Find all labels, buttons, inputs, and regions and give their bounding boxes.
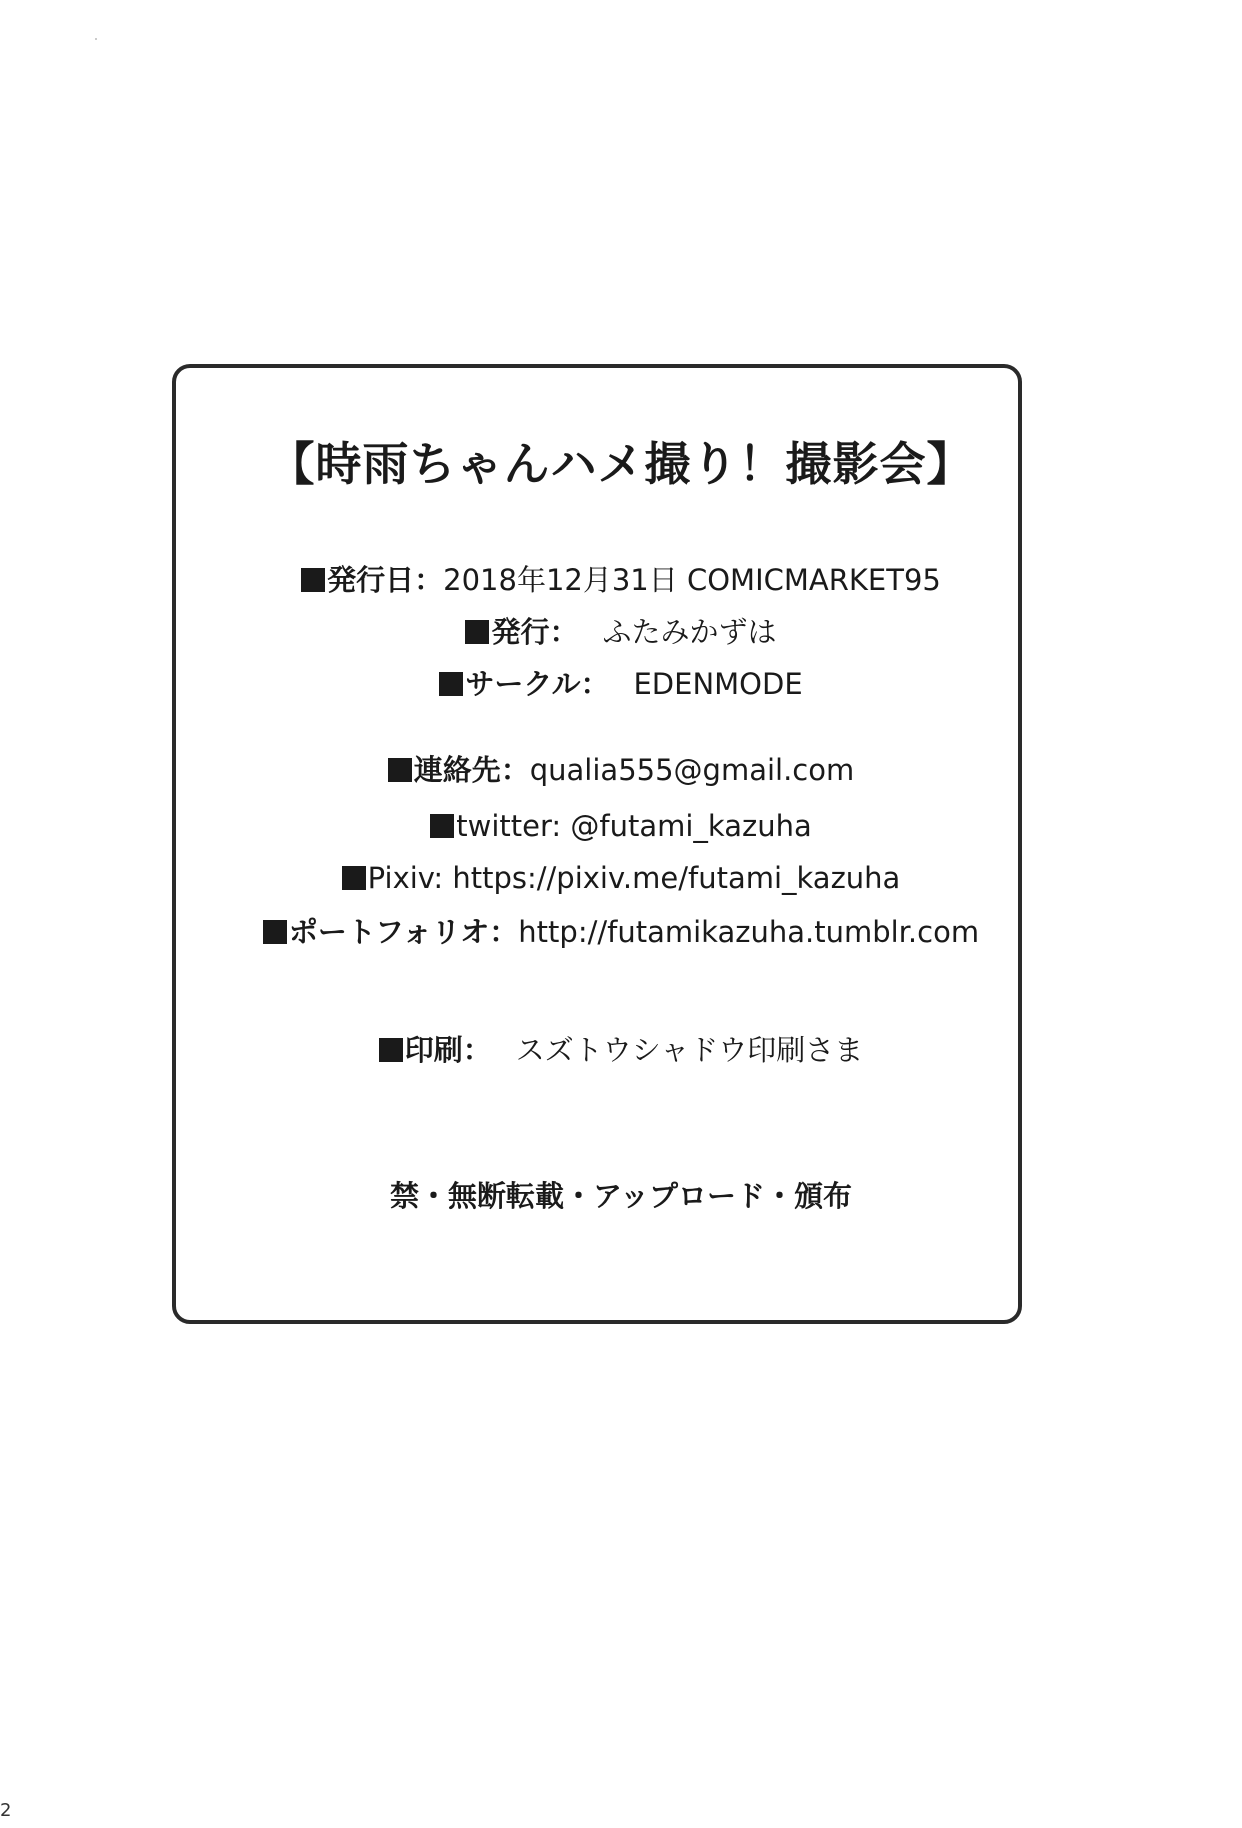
twitter-line xyxy=(0,806,1242,846)
publish-date-value: 2018年12月31日 COMICMARKET95 xyxy=(443,563,941,597)
publish-date-line xyxy=(0,560,1242,600)
portfolio-link[interactable]: http://futamikazuha.tumblr.com xyxy=(518,915,980,949)
printing-value: スズトウシャドウ印刷さま xyxy=(515,1033,864,1067)
circle-label: サークル： xyxy=(465,667,610,701)
circle-line xyxy=(0,664,1242,704)
square-bullet-icon xyxy=(388,758,412,782)
printing-label: 印刷： xyxy=(404,1033,492,1067)
square-bullet-icon xyxy=(379,1038,403,1062)
square-bullet-icon xyxy=(301,568,325,592)
circle-value: EDENMODE xyxy=(633,667,803,701)
contact-line xyxy=(0,750,1242,790)
publisher-label: 発行： xyxy=(491,615,579,649)
pixiv-link[interactable]: https://pixiv.me/futami_kazuha xyxy=(452,861,901,895)
square-bullet-icon xyxy=(439,672,463,696)
contact-email[interactable]: qualia555@gmail.com xyxy=(529,753,855,787)
square-bullet-icon xyxy=(263,920,287,944)
portfolio-label: ポートフォリオ： xyxy=(288,915,519,949)
pixiv-label: Pixiv: xyxy=(367,861,453,895)
book-title: 【時雨ちゃんハメ撮り！撮影会】 xyxy=(268,437,974,491)
publish-date-label: 発行日： xyxy=(327,563,444,597)
reproduction-notice: 禁・無断転載・アップロード・頒布 xyxy=(390,1179,852,1213)
portfolio-line xyxy=(0,912,1242,952)
square-bullet-icon xyxy=(342,866,366,890)
publisher-line xyxy=(0,612,1242,652)
twitter-handle[interactable]: @futami_kazuha xyxy=(570,809,812,843)
square-bullet-icon xyxy=(430,814,454,838)
square-bullet-icon xyxy=(465,620,489,644)
scan-speck xyxy=(95,38,97,40)
printing-line xyxy=(0,1030,1242,1070)
page-number: 2 xyxy=(0,1800,12,1821)
publisher-value: ふたみかずは xyxy=(602,615,777,649)
twitter-label: twitter: xyxy=(456,809,571,843)
pixiv-line xyxy=(0,858,1242,898)
contact-label: 連絡先： xyxy=(413,753,530,787)
